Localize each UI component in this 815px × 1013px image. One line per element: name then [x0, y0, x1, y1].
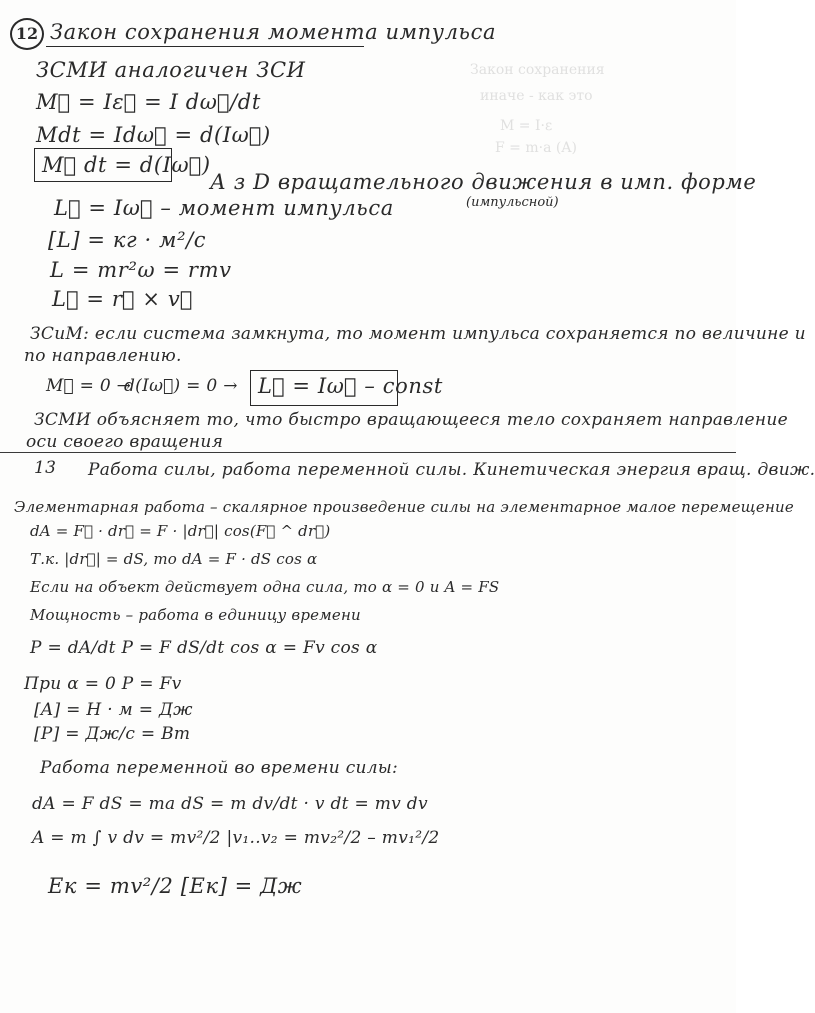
line-12-2: Mdt = Idω⃗ = d(Iω⃗): [36, 123, 271, 147]
line-12-1: M⃗ = Iε⃗ = I dω⃗/dt: [36, 90, 261, 114]
explain-line-2: оси своего вращения: [26, 432, 224, 452]
bleed-text-3: M = I·ε: [500, 118, 553, 134]
law-line-2: по направлению.: [24, 346, 182, 366]
line-12-3: M⃗ dt = d(Iω⃗): [42, 153, 211, 177]
section-title-12: Закон сохранения момента импульса: [50, 20, 497, 44]
section-number-13: 13: [34, 458, 57, 478]
line-13-1: dA = F⃗ · dr⃗ = F · |dr⃗| cos(F⃗ ^ dr⃗): [30, 522, 331, 540]
line-13-9: Работа переменной во времени силы:: [40, 758, 399, 778]
line-13-0: Элементарная работа – скалярное произведение силы на элементарное малое перемещение: [14, 498, 794, 516]
line-12-8: L = mr²ω = rmv: [50, 258, 232, 282]
line-13-7: [A] = Н · м = Дж: [34, 700, 193, 720]
line-13-8: [P] = Дж/с = Вт: [34, 724, 191, 744]
line-13-3: Если на объект действует одна сила, то α = 0 и A = FS: [30, 578, 500, 596]
arrow-left-text: M⃗ = 0 →: [46, 376, 132, 396]
section-divider: [0, 452, 736, 453]
line-13-12: Eк = mv²/2 [Eк] = Дж: [48, 874, 303, 898]
section-number-12: 12: [10, 18, 44, 50]
explain-line-1: ЗСМИ объясняет то, что быстро вращающееся тело сохраняет направление: [34, 410, 788, 430]
bleed-text-1: Закон сохранения: [470, 62, 605, 78]
bleed-text-4: F = m·a (A): [495, 140, 577, 156]
line-12-7: [L] = кг · м²/с: [48, 228, 207, 252]
law-line-1: ЗСиМ: если система замкнута, то момент импульса сохраняется по величине и: [30, 324, 806, 344]
line-12-0: ЗСМИ аналогичен ЗСИ: [36, 58, 306, 82]
line-12-9: L⃗ = r⃗ × v⃗: [52, 287, 193, 311]
line-13-2: Т.к. |dr⃗| = dS, то dA = F · dS cos α: [30, 550, 318, 568]
line-13-5: P = dA/dt P = F dS/dt cos α = Fv cos α: [30, 638, 378, 658]
line-13-6: При α = 0 P = Fv: [24, 674, 182, 694]
line-13-10: dA = F dS = ma dS = m dv/dt · v dt = mv dv: [32, 794, 428, 814]
line-12-6: L⃗ = Iω⃗ – момент импульса: [54, 196, 394, 220]
line-13-4: Мощность – работа в единицу времени: [30, 606, 361, 624]
section-title-13: Работа силы, работа переменной силы. Кинетическая энергия вращ. движ.: [88, 460, 815, 480]
arrow-mid-text: d(Iω⃗) = 0 →: [124, 376, 238, 396]
line-13-11: A = m ∫ v dv = mv²/2 |v₁..v₂ = mv₂²/2 – mv₁²/2: [32, 828, 440, 848]
line-12-4: А з D вращательного движения в имп. форме: [210, 170, 757, 194]
boxed-formula: L⃗ = Iω⃗ – const: [258, 374, 443, 398]
title-underline-12: [46, 46, 364, 47]
line-12-5: (импульсной): [466, 195, 559, 210]
bleed-text-2: иначе - как это: [480, 88, 593, 104]
